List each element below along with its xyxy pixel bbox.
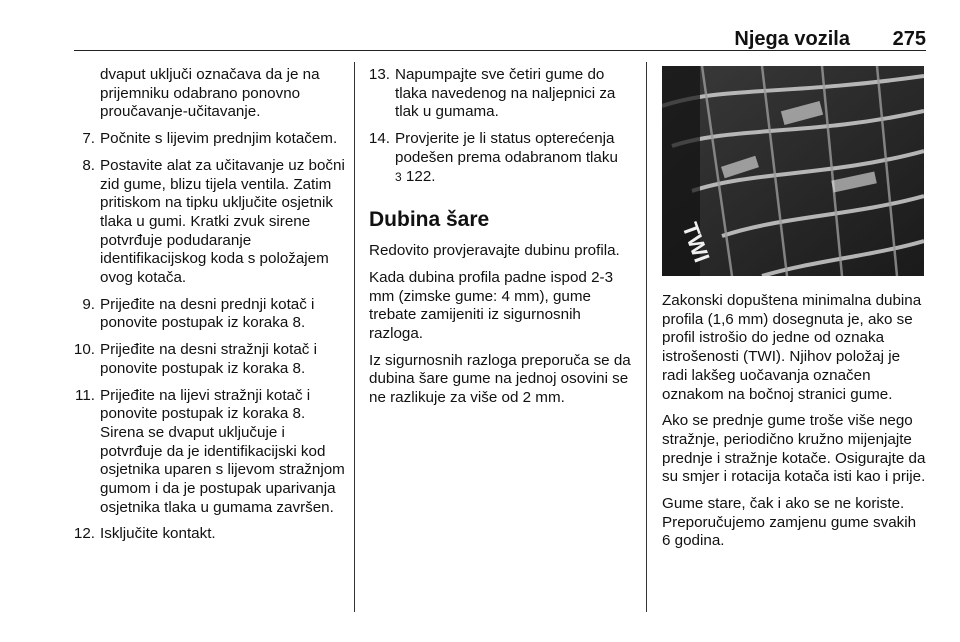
- paragraph: Zakonski dopuštena minimalna dubina profila (1,6 mm) dosegnuta je, ako se profil istrošio do jedne od oznaka istrošenosti (TWI). Njihov položaj je radi lakšeg uočavanja označen oznakom na bočnoj stranici gume.: [662, 292, 922, 403]
- step-item: [369, 66, 633, 122]
- page-reference-arrow-icon: 3: [395, 169, 402, 184]
- step-item: [74, 157, 346, 288]
- step-item: [74, 341, 346, 378]
- step-text: Počnite s lijevim prednjim kotačem.: [100, 130, 338, 148]
- step-number: 8.: [82, 156, 95, 174]
- column-divider-1: [354, 62, 355, 612]
- section-heading: Dubina šare: [369, 208, 490, 232]
- step-number: 7.: [82, 130, 95, 148]
- step-number: 12.: [73, 525, 95, 543]
- step-text: Provjerite je li status opterećenja podešen prema odabranom tlaku: [395, 130, 618, 166]
- step-item: [74, 296, 346, 333]
- page-reference-link[interactable]: 122.: [405, 167, 436, 185]
- column-1: [74, 66, 346, 552]
- step-text: Prijeđite na desni prednji kotač i ponovite postupak iz koraka 8.: [100, 295, 315, 332]
- paragraph: Gume stare, čak i ako se ne koriste. Preporučujemo zamjenu gume svakih 6 godina.: [662, 495, 917, 550]
- twi-marking-label: TWI: [677, 219, 715, 266]
- step-text: Prijeđite na desni stražnji kotač i ponovite postupak iz koraka 8.: [100, 341, 317, 377]
- paragraph: Kada dubina profila padne ispod 2-3 mm (zimske gume: 4 mm), gume trebate zamijeniti iz sigurnosnih razloga.: [369, 268, 614, 343]
- step-item: [369, 130, 633, 186]
- step-number: 14.: [368, 130, 390, 148]
- step-item: [74, 130, 346, 149]
- step-text: Postavite alat za učitavanje uz bočni zid gume, blizu tijela ventila. Zatim pritiskom na tipku uključite osjetnik tlaka u gumi. Kratki zvuk sirene potvrđuje podudaranje identifikacijskog koda s položajem ovog kotača.: [100, 156, 345, 287]
- step-number: 13.: [368, 66, 390, 83]
- column-divider-2: [646, 62, 647, 612]
- continued-step-text: dvaput uključi označava da je na prijemniku odabrano ponovno proučavanje-učitavanje.: [100, 66, 320, 121]
- page-number: 275: [892, 28, 926, 50]
- step-item: [74, 387, 346, 518]
- step-number: 10.: [73, 341, 95, 359]
- column-3: [662, 66, 928, 559]
- step-number: 11.: [75, 386, 95, 404]
- step-text: Isključite kontakt.: [100, 525, 216, 543]
- steps-list-2: [369, 66, 633, 186]
- steps-list-1: [74, 130, 346, 544]
- step-text: Prijeđite na lijevi stražnji kotač i ponovite postupak iz koraka 8. Sirena se dvaput uključuje i potvrđuje da je identifikacijski kod osjetnika uparen s lijevom stražnjom gumom i da je postupak uparivanja osjetnika tlaka u gumama završen.: [100, 386, 345, 516]
- step-item: [74, 525, 346, 544]
- column-2: [369, 66, 633, 416]
- page-header: [74, 28, 926, 51]
- step-number: 9.: [82, 295, 95, 313]
- paragraph: Iz sigurnosnih razloga preporuča se da dubina šare gume na jednoj osovini se ne razlikuje za više od 2 mm.: [369, 351, 631, 407]
- tire-tread-image: [662, 66, 924, 276]
- header-title: Njega vozila: [734, 28, 850, 50]
- paragraph: Redovito provjeravajte dubinu profila.: [369, 242, 620, 260]
- paragraph: Ako se prednje gume troše više nego stražnje, periodično kružno mijenjajte prednje i stražnje kotače. Osigurajte da su smjer i rotacija kotača isti kao i prije.: [662, 412, 926, 486]
- step-text: Napumpajte sve četiri gume do tlaka navedenog na naljepnici za tlak u gumama.: [395, 66, 616, 121]
